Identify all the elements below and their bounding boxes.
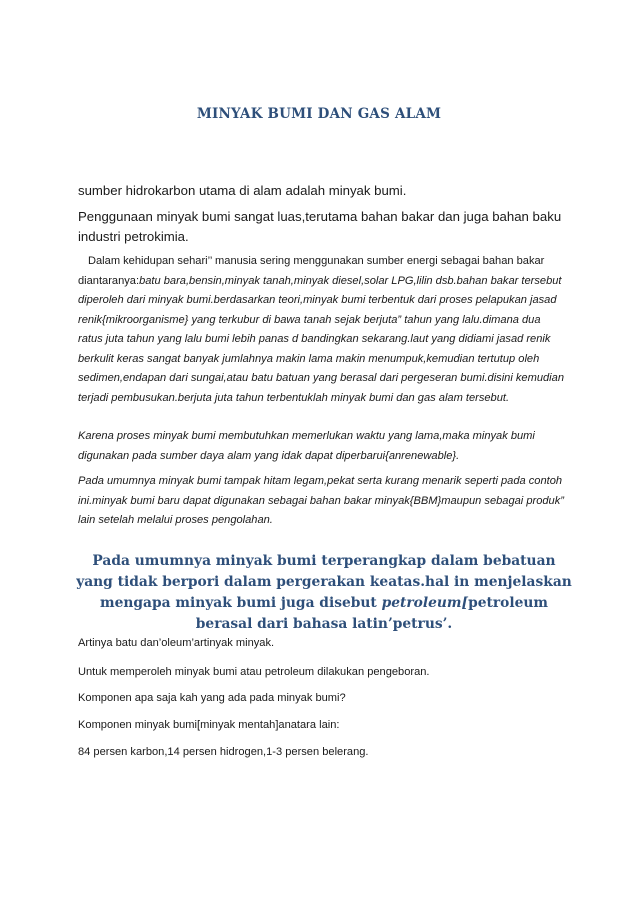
paragraph-question: Komponen apa saja kah yang ada pada minyak bumi? [78, 692, 346, 704]
paragraph-composition: 84 persen karbon,14 persen hidrogen,1-3 persen belerang. [78, 746, 369, 758]
paragraph-appearance: Pada umumnya minyak bumi tampak hitam legam,pekat serta kurang menarik seperti pada contoh ini.minyak bumi baru dapat digunakan sebagai bahan bakar minyak{BBM}maupun sebagai produk” lain setelah melalui proses pengolahan. [78, 475, 564, 526]
formation-text-italic: batu bara,bensin,minyak tanah,minyak diesel,solar LPG,lilin dsb.bahan bakar tersebut diperoleh dari minyak bumi.berdasarkan teori,minyak bumi terbentuk dari proses pelapukan jasad renik{mikroorganisme} yang terkubur di bawa tanah sejak berjuta” tahun yang lalu.dimana dua ratus juta tahun yang lalu bumi lebih panas d bandingkan sekarang.laut yang didiami jasad renik berkulit keras sangat banyak jumlahnya makin lama makin menumpuk,kemudian tertutup oleh sedimen,endapan dari sungai,atau batu batuan yang berasal dari pergeseran bumi.disini kemudian terjadi pembusukan.berjuta juta tahun terbentuklah minyak bumi dan gas alam tersebut. [78, 274, 564, 404]
paragraph-nonrenewable: Karena proses minyak bumi membutuhkan memerlukan waktu yang lama,maka minyak bumi digunakan pada sumber daya alam yang idak dapat diperbarui{anrenewable}. [78, 430, 535, 462]
paragraph-usage: Penggunaan minyak bumi sangat luas,terutama bahan bakar dan juga bahan baku industri petrokimia. [78, 209, 562, 244]
formation-text-normal: Dalam kehidupan sehari’’ manusia sering menggunakan sumber energi sebagai bahan bakar diantaranya: [78, 255, 545, 287]
heading-petroleum-tail: petroleum berasal dari bahasa latin’petrus’. [195, 595, 548, 632]
paragraph-formation [78, 252, 568, 408]
heading-petroleum-main: Pada umumnya minyak bumi terperangkap dalam bebatuan yang tidak berpori dalam pergerakan keatas.hal in menjelaskan mengapa minyak bumi juga disebut [76, 553, 572, 611]
paragraph-meaning: Artinya batu dan’oleum’artinyak minyak. [78, 637, 275, 649]
paragraph-intro: sumber hidrokarbon utama di alam adalah minyak bumi. [78, 183, 407, 198]
paragraph-drilling: Untuk memperoleh minyak bumi atau petroleum dilakukan pengeboran. [78, 666, 430, 678]
heading-petroleum [74, 551, 574, 635]
heading-petroleum-italic: petroleum[ [381, 595, 469, 611]
paragraph-components: Komponen minyak bumi[minyak mentah]anatara lain: [78, 719, 340, 731]
document-title: MINYAK BUMI DAN GAS ALAM [196, 106, 442, 122]
